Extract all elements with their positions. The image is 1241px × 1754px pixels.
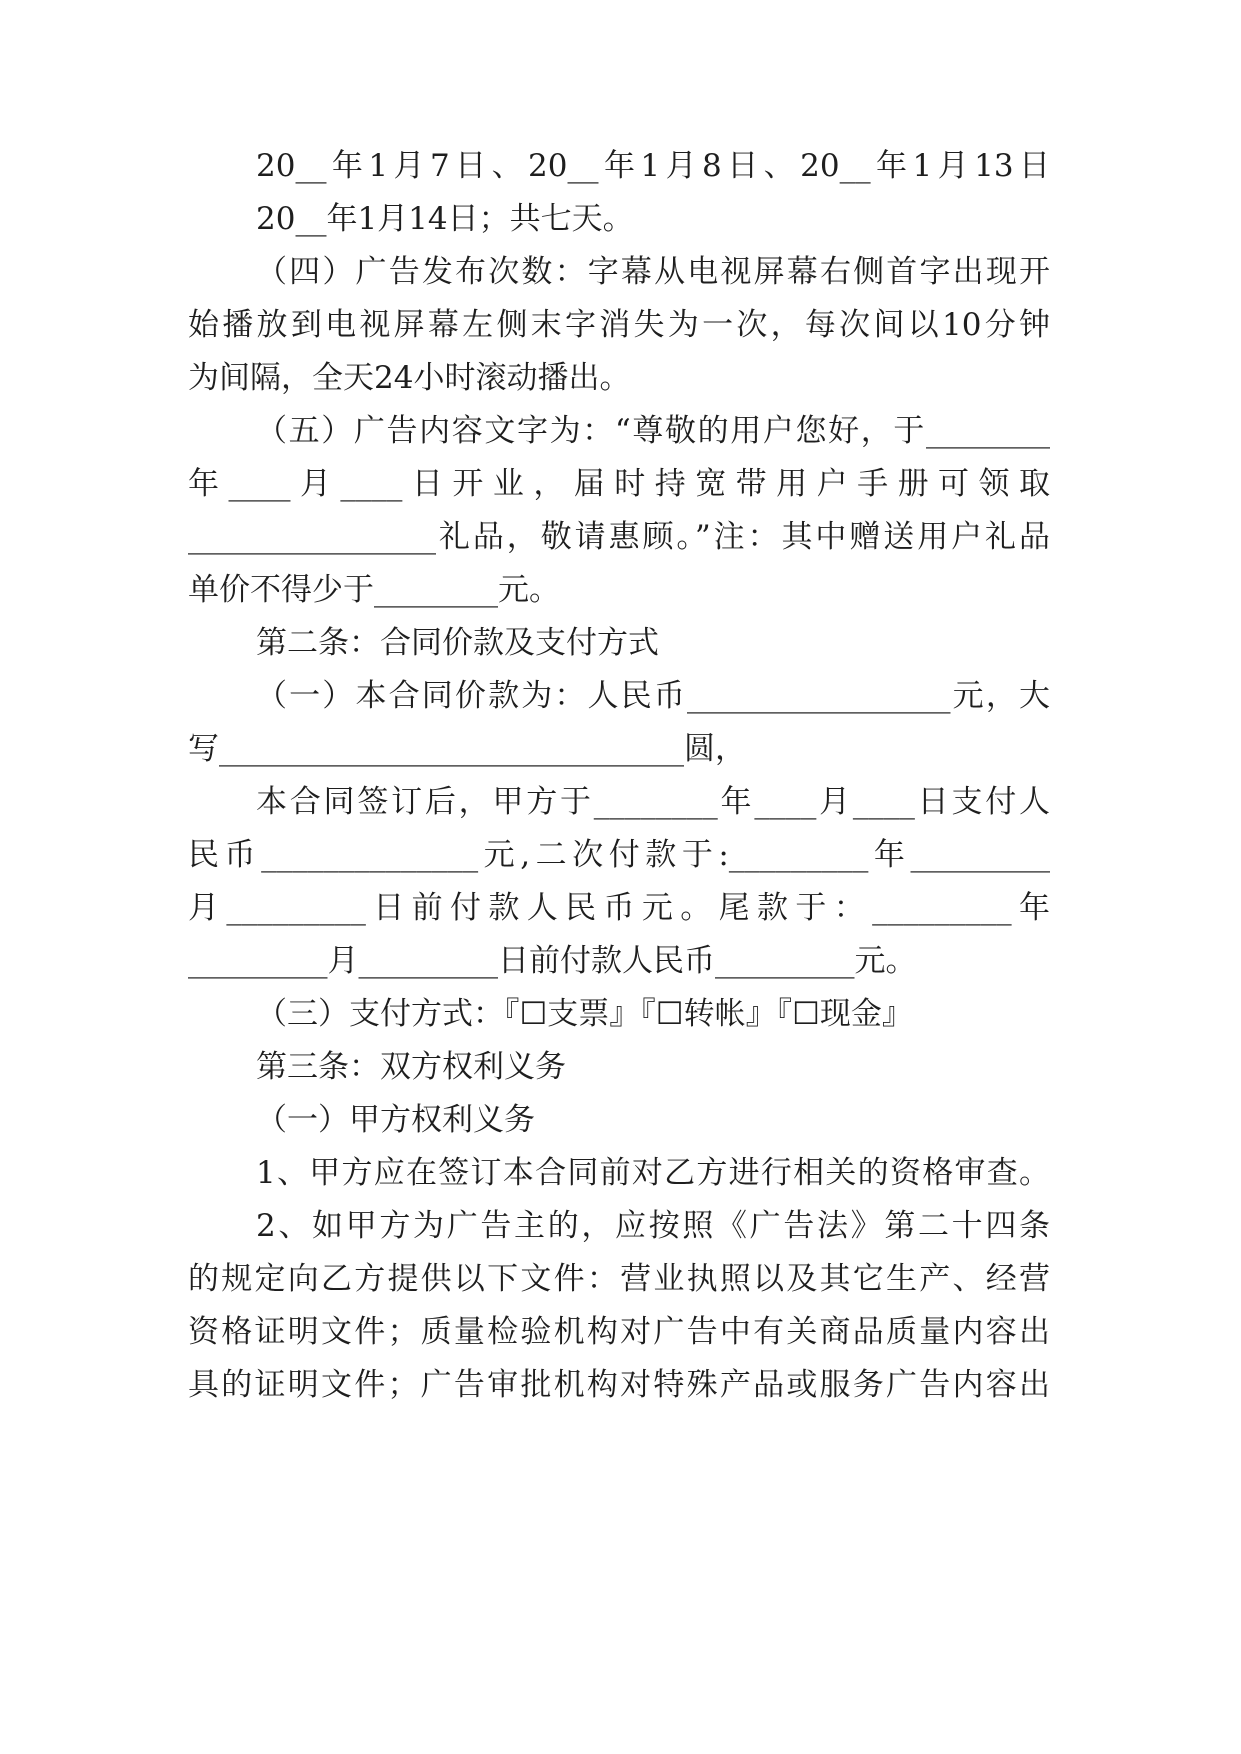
text-line: （一）本合同价款为：人民币_________________元，大	[256, 678, 1050, 714]
text-line: 资格证明文件；质量检验机构对广告中有关商品质量内容出	[188, 1314, 1050, 1350]
text-line: 的规定向乙方提供以下文件：营业执照以及其它生产、经营	[188, 1261, 1050, 1297]
text-line: 民币______________元,二次付款于:_________年_________	[188, 837, 1050, 873]
text-line: （四）广告发布次数：字幕从电视屏幕右侧首字出现开	[256, 254, 1050, 290]
section-heading: 第二条：合同价款及支付方式	[256, 625, 659, 661]
text-line: 本合同签订后，甲方于________年____月____日支付人	[256, 784, 1050, 820]
text-line: （三）支付方式：『☐支票』『☐转帐』『☐现金』	[256, 996, 913, 1032]
subsection-heading: （一）甲方权利义务	[256, 1102, 535, 1138]
text-line: ________________礼品，敬请惠顾。”注：其中赠送用户礼品	[188, 519, 1050, 555]
section-heading: 第三条：双方权利义务	[256, 1049, 566, 1085]
text-line: 年____月____日开业，届时持宽带用户手册可领取	[188, 466, 1050, 502]
text-line: 具的证明文件；广告审批机构对特殊产品或服务广告内容出	[188, 1367, 1050, 1403]
text-line: _________月_________日前付款人民币_________元。	[188, 943, 917, 979]
text-line: 写______________________________圆，	[188, 731, 746, 767]
text-line: 1、甲方应在签订本合同前对乙方进行相关的资格审查。	[256, 1155, 1050, 1191]
text-line: 2、如甲方为广告主的，应按照《广告法》第二十四条	[256, 1208, 1050, 1244]
text-line: 单价不得少于________元。	[188, 572, 560, 608]
text-line: 20__年1月14日；共七天。	[256, 201, 634, 237]
text-line: 为间隔，全天24小时滚动播出。	[188, 360, 631, 396]
text-line: 20__年1月7日、20__年1月8日、20__年1月13日	[256, 148, 1050, 184]
text-line: （五）广告内容文字为：“尊敬的用户您好，于________	[256, 413, 1050, 449]
text-line: 月_________日前付款人民币元。尾款于：_________年	[188, 890, 1050, 926]
text-line: 始播放到电视屏幕左侧末字消失为一次，每次间以10分钟	[188, 307, 1050, 343]
